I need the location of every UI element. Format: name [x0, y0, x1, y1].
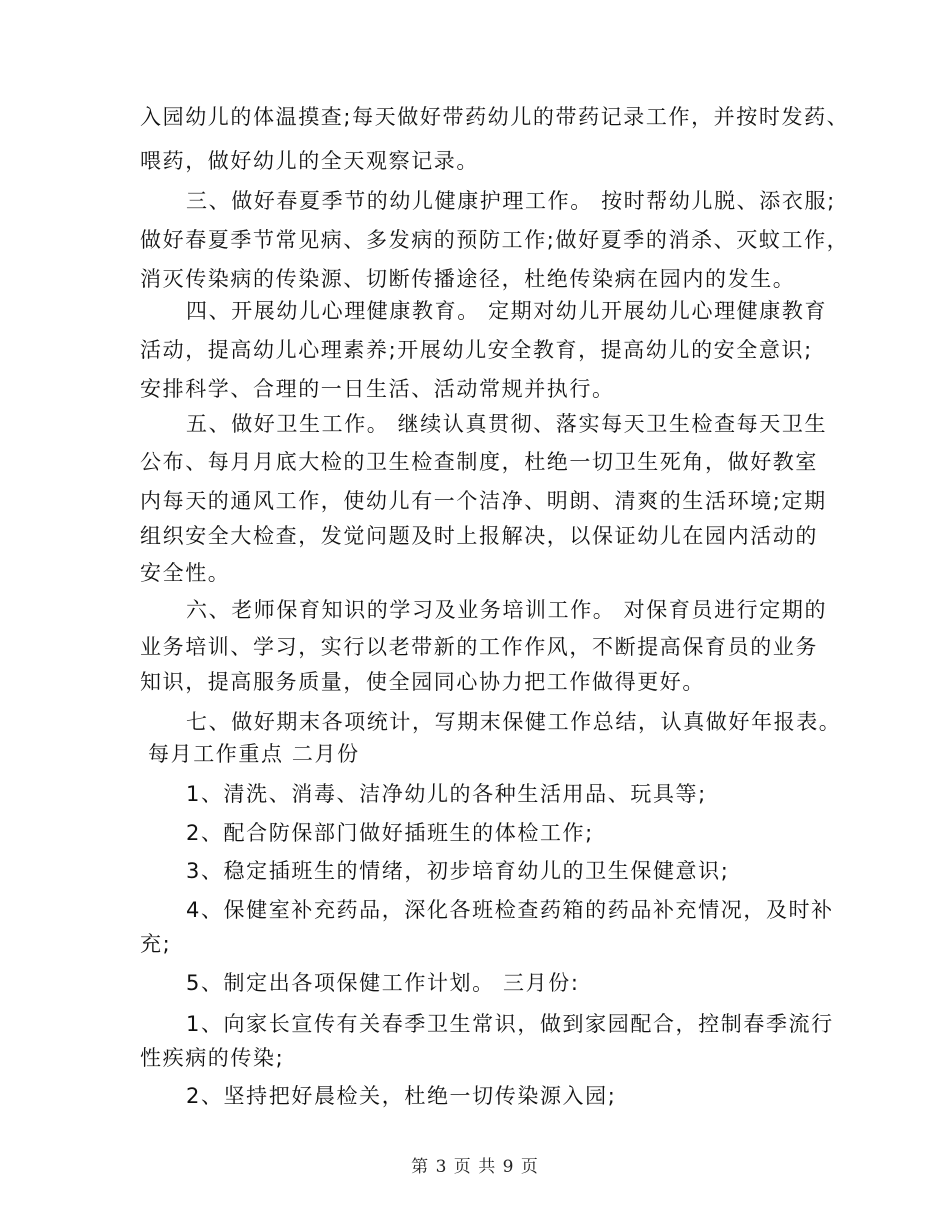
list-item: 1、向家长宣传有关春季卫生常识，做到家园配合，控制春季流行 [186, 1012, 834, 1036]
text-line: 安排科学、合理的一日生活、活动常规并执行。 [140, 377, 615, 401]
text-line: 组织安全大检查，发觉问题及时上报解决，以保证幼儿在园内活动的 [140, 524, 818, 548]
list-item: 1、清洗、消毒、洁净幼儿的各种生活用品、玩具等; [186, 782, 707, 806]
section-heading-line: 六、老师保育知识的学习及业务培训工作。 对保育员进行定期的 [186, 598, 828, 622]
text-line: 知识，提高服务质量，使全园同心协力把工作做得更好。 [140, 670, 705, 694]
text-line: 业务培训、学习，实行以老带新的工作作风，不断提高保育员的业务 [140, 635, 818, 659]
text-line: 入园幼儿的体温摸查;每天做好带药幼儿的带药记录工作，并按时发药、 [140, 105, 850, 129]
section-heading-line: 四、开展幼儿心理健康教育。 定期对幼儿开展幼儿心理健康教育 [186, 299, 828, 323]
section-heading-line: 七、做好期末各项统计，写期末保健工作总结，认真做好年报表。 [186, 710, 842, 734]
text-line: 充; [140, 932, 172, 956]
text-line: 内每天的通风工作，使幼儿有一个洁净、明朗、清爽的生活环境;定期 [140, 489, 827, 513]
text-line: 喂药，做好幼儿的全天观察记录。 [140, 149, 479, 173]
text-line: 活动，提高幼儿心理素养;开展幼儿安全教育，提高幼儿的安全意识; [140, 338, 813, 362]
text-line: 做好春夏季节常见病、多发病的预防工作;做好夏季的消杀、灭蚊工作， [140, 228, 850, 252]
list-item: 5、制定出各项保健工作计划。 三月份: [186, 971, 580, 995]
section-heading-line: 五、做好卫生工作。 继续认真贯彻、落实每天卫生检查每天卫生 [186, 412, 828, 436]
subheading-line: 每月工作重点 二月份 [148, 742, 360, 766]
list-item: 2、配合防保部门做好插班生的体检工作; [186, 821, 594, 845]
list-item: 2、坚持把好晨检关，杜绝一切传染源入园; [186, 1084, 617, 1108]
text-line: 公布、每月月底大检的卫生检查制度，杜绝一切卫生死角，做好教室 [140, 450, 818, 474]
section-heading-line: 三、做好春夏季节的幼儿健康护理工作。 按时帮幼儿脱、添衣服; [186, 189, 836, 213]
list-item: 3、稳定插班生的情绪，初步培育幼儿的卫生保健意识; [186, 859, 730, 883]
text-line: 消灭传染病的传染源、切断传播途径，杜绝传染病在园内的发生。 [140, 267, 796, 291]
text-line: 安全性。 [140, 561, 231, 585]
list-item: 4、保健室补充药品，深化各班检查药箱的药品补充情况，及时补 [186, 898, 834, 922]
text-line: 性疾病的传染; [140, 1046, 285, 1070]
page-number-footer: 第 3 页 共 9 页 [411, 1157, 539, 1177]
